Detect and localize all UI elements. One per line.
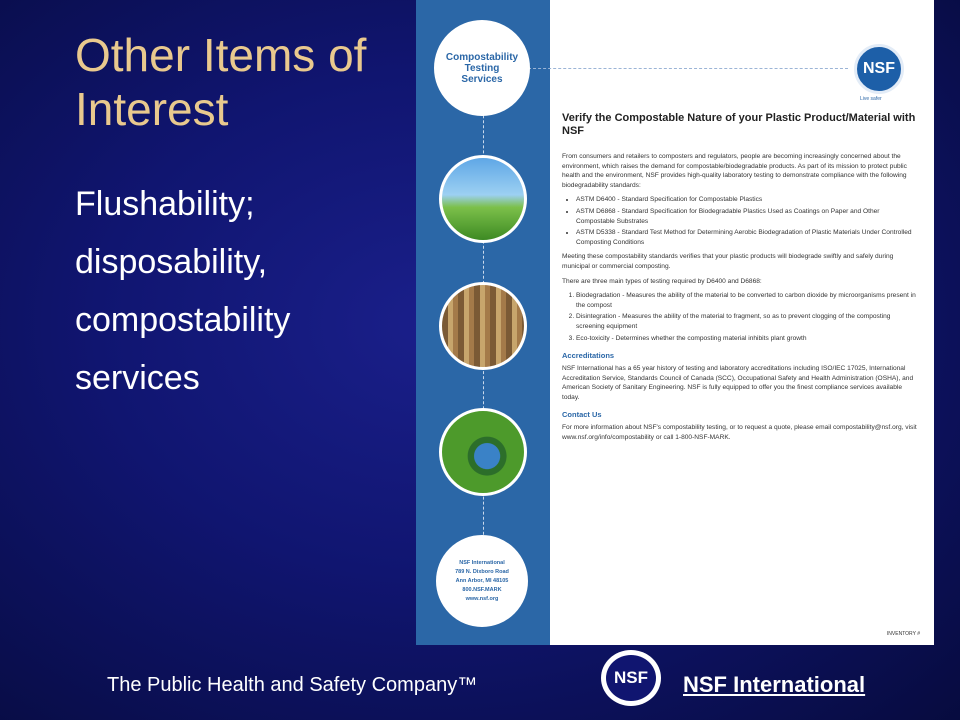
- bullet-item: services: [75, 359, 200, 397]
- globe-grass-photo: [439, 408, 527, 496]
- standard-item: • ASTM D5338 - Standard Test Method for Determining Aerobic Biodegradation of Plastic Materials Under Controlled Composting Conditions: [576, 228, 917, 247]
- brochure-intro: From consumers and retailers to composters and regulators, people are becoming increasingly concerned about the environment, which raises the demand for compostable/biodegradable products. As part of its mission to protect public health and the environment, NSF provides high-quality laboratory testing to demonstrate compliance with the following biodegradability standards:: [562, 153, 907, 189]
- header-circle-text: Compostability Testing Services: [445, 51, 519, 85]
- nsf-logo: [854, 44, 904, 94]
- accreditations-heading: Accreditations: [562, 351, 615, 361]
- brochure-paragraph: There are three main types of testing required by D6400 and D6868:: [562, 277, 762, 285]
- contact-text: For more information about NSF's compostability testing, or to request a quote, please email compostability@nsf.org, visit www.nsf.org/info/compostability or call 1-800-NSF-MARK.: [562, 424, 917, 442]
- compost-lab-photo: [439, 282, 527, 370]
- grass-sky-photo: [439, 155, 527, 243]
- standard-item: • ASTM D6868 - Standard Specification for Biodegradable Plastics Used as Coatings on Paper and Other Compostable Substrates: [576, 207, 917, 226]
- inventory-label: INVENTORY #: [886, 631, 920, 637]
- standards-list: [562, 195, 917, 247]
- footer-tagline: The Public Health and Safety Company™: [107, 674, 478, 696]
- header-line: [528, 68, 848, 69]
- tests-list: [562, 291, 917, 343]
- bullet-item: disposability,: [75, 243, 268, 281]
- address-circle: [436, 535, 528, 627]
- brochure-paragraph: Meeting these compostability standards verifies that your plastic products will biodegrade swiftly and safely during municipal or commercial composting.: [562, 253, 894, 270]
- bullet-list: [75, 175, 290, 407]
- nsf-logo-text: NSF: [863, 60, 895, 77]
- brochure-body: [562, 112, 917, 448]
- address-line: 789 N. Dixboro Road: [455, 568, 509, 575]
- test-item: 3. Eco-toxicity - Determines whether the composting material inhibits plant growth: [576, 334, 917, 344]
- address-line: 800.NSF.MARK: [462, 586, 502, 593]
- slide-title: Other Items of Interest: [75, 29, 367, 135]
- address-lines: [455, 559, 509, 604]
- test-item: 1. Biodegradation - Measures the ability of the material to be converted to carbon dioxide by microorganisms present in the compost: [576, 291, 917, 310]
- brochure-image: [416, 0, 934, 645]
- contact-heading: Contact Us: [562, 410, 602, 420]
- logo-tagline: Live safer: [860, 96, 882, 102]
- address-line: NSF International: [459, 559, 505, 566]
- footer-link[interactable]: NSF International: [683, 672, 866, 697]
- address-line: www.nsf.org: [465, 595, 499, 602]
- standard-item: • ASTM D6400 - Standard Specification for Compostable Plastics: [576, 195, 917, 205]
- accreditations-text: NSF International has a 65 year history of testing and laboratory accreditations including ISO/IEC 17025, International Accreditation Service, Standards Council of Canada (SCC), Occupational Safety and Health Administration (OSHA), and American Society of Sanitary Engineering. NSF is fully equipped to offer you the finest compliance services available today.: [562, 365, 914, 401]
- header-circle: [434, 20, 530, 116]
- footer-logo: [601, 650, 661, 706]
- brochure-title: Verify the Compostable Nature of your Plastic Product/Material with NSF: [562, 112, 916, 137]
- bullet-item: compostability: [75, 301, 291, 339]
- footer-logo-text: NSF: [606, 655, 656, 701]
- test-item: 2. Disintegration - Measures the ability of the material to fragment, so as to prevent clogging of the composting screening equipment: [576, 312, 917, 331]
- bullet-item: Flushability;: [75, 185, 255, 223]
- address-line: Ann Arbor, MI 48105: [455, 577, 509, 584]
